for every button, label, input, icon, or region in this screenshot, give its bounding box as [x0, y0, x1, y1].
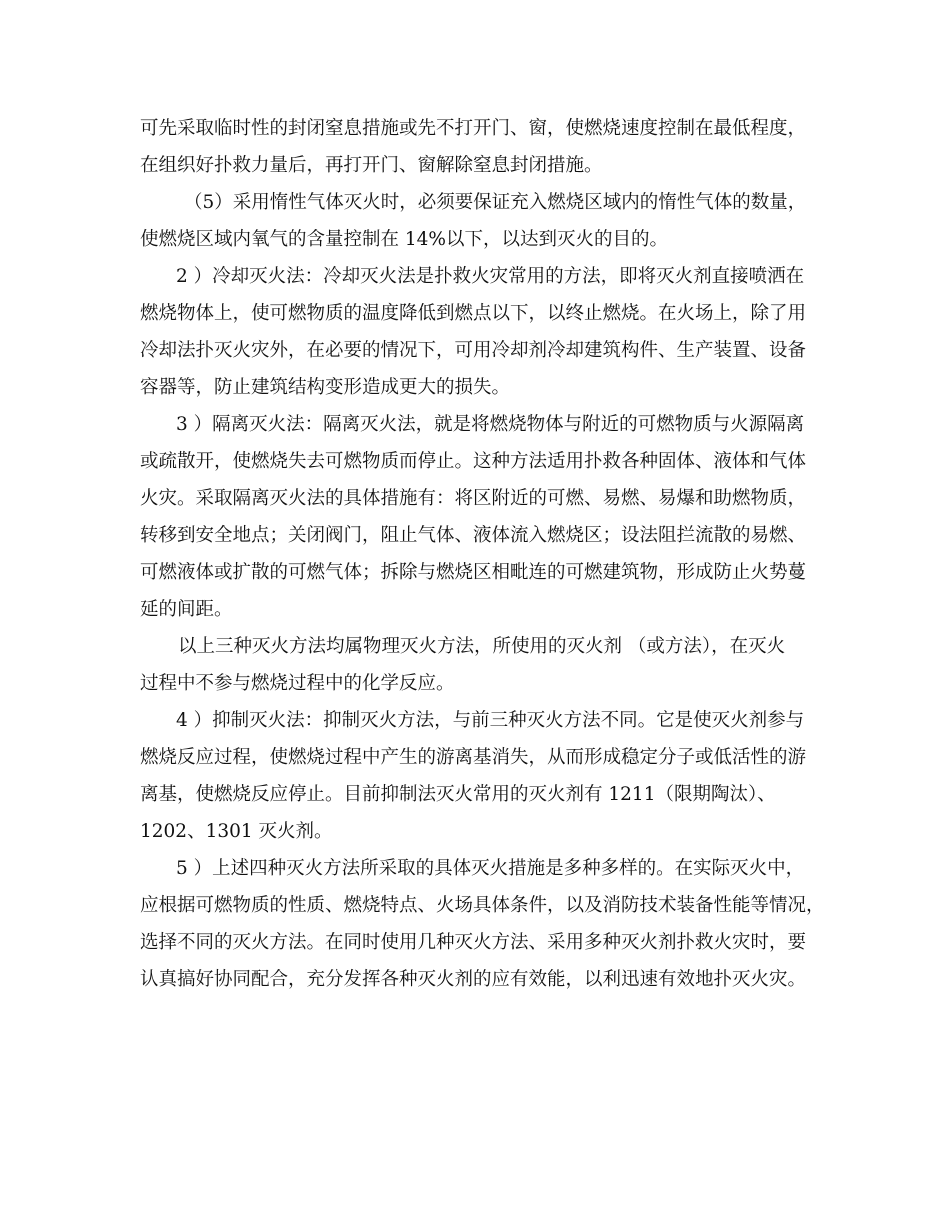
text-line-24: 认真搞好协同配合，充分发挥各种灭火剂的应有效能，以利迅速有效地扑灭火灾。	[140, 969, 807, 990]
text-line-18: 燃烧反应过程，使燃烧过程中产生的游离基消失，从而形成稳定分子或低活性的游	[140, 747, 807, 768]
text-line-12: 转移到安全地点；关闭阀门，阻止气体、液体流入燃烧区；设法阻拦流散的易燃、	[140, 525, 807, 546]
text-line-13: 可燃液体或扩散的可燃气体；拆除与燃烧区相毗连的可燃建筑物，形成防止火势蔓	[140, 562, 807, 583]
text-line-17: 4 ）抑制灭火法：抑制灭火方法，与前三种灭火方法不同。它是使灭火剂参与	[176, 710, 805, 731]
text-line-22: 应根据可燃物质的性质、燃烧特点、火场具体条件，以及消防技术装备性能等情况，	[140, 895, 825, 916]
text-line-11: 火灾。采取隔离灭火法的具体措施有：将区附近的可燃、易燃、易爆和助燃物质，	[140, 488, 807, 509]
text-line-21: 5 ）上述四种灭火方法所采取的具体灭火措施是多种多样的。在实际灭火中，	[176, 858, 805, 879]
text-line-4: 使燃烧区域内氧气的含量控制在 14%以下，以达到灭火的目的。	[140, 229, 669, 250]
text-line-16: 过程中不参与燃烧过程中的化学反应。	[140, 673, 455, 694]
text-line-7: 冷却法扑灭火灾外，在必要的情况下，可用冷却剂冷却建筑构件、生产装置、设备	[140, 340, 807, 361]
text-line-1: 可先采取临时性的封闭窒息措施或先不打开门、窗，使燃烧速度控制在最低程度，	[140, 118, 807, 139]
text-line-3: （5）采用惰性气体灭火时，必须要保证充入燃烧区域内的惰性气体的数量，	[184, 192, 807, 213]
text-line-6: 燃烧物体上，使可燃物质的温度降低到燃点以下，以终止燃烧。在火场上，除了用	[140, 303, 807, 324]
text-line-10: 或疏散开，使燃烧失去可燃物质而停止。这种方法适用扑救各种固体、液体和气体	[140, 451, 807, 472]
text-line-9: 3 ）隔离灭火法：隔离灭火法，就是将燃烧物体与附近的可燃物质与火源隔离	[176, 414, 805, 435]
text-line-2: 在组织好扑救力量后，再打开门、窗解除窒息封闭措施。	[140, 155, 603, 176]
text-line-23: 选择不同的灭火方法。在同时使用几种灭火方法、采用多种灭火剂扑救火灾时，要	[140, 932, 807, 953]
text-line-8: 容器等，防止建筑结构变形造成更大的损失。	[140, 377, 511, 398]
text-line-15: 以上三种灭火方法均属物理灭火方法，所使用的灭火剂 （或方法），在灭火	[178, 636, 786, 657]
text-line-20: 1202、1301 灭火剂。	[140, 821, 333, 842]
text-line-14: 延的间距。	[140, 599, 233, 620]
text-line-19: 离基，使燃烧反应停止。目前抑制法灭火常用的灭火剂有 1211（限期陶汰）、	[140, 784, 776, 805]
text-line-5: 2 ）冷却灭火法：冷却灭火法是扑救火灾常用的方法，即将灭火剂直接喷洒在	[176, 266, 805, 287]
